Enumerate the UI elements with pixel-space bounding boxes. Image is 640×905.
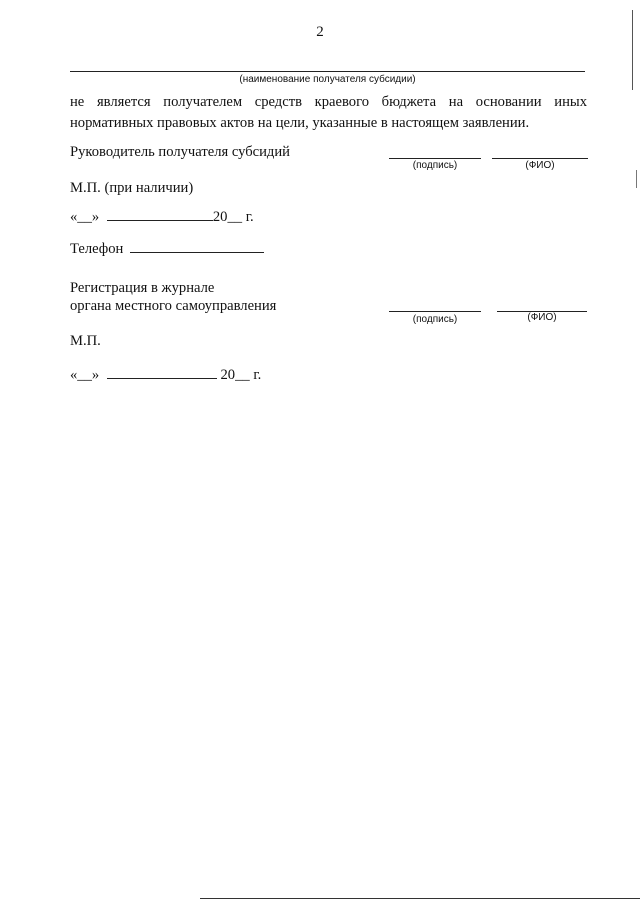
scan-edge-line xyxy=(632,10,633,90)
registration-name-caption: (ФИО) xyxy=(527,312,557,323)
date-1-year-suffix: г. xyxy=(245,209,254,225)
page-number: 2 xyxy=(316,24,324,40)
registration-signature-line[interactable] xyxy=(389,311,481,312)
head-name-line[interactable] xyxy=(492,158,588,159)
date-1-day[interactable]: «__» xyxy=(70,209,100,225)
date-field-1 xyxy=(70,208,254,226)
phone-label: Телефон xyxy=(70,241,124,257)
head-signature-line[interactable] xyxy=(389,158,481,159)
date-field-2 xyxy=(70,366,261,384)
date-1-month-line[interactable] xyxy=(107,208,213,221)
bottom-scan-line xyxy=(200,898,640,899)
head-signature-caption: (подпись) xyxy=(412,160,458,171)
date-2-year[interactable]: 20__ xyxy=(220,367,250,383)
registration-signature-caption: (подпись) xyxy=(412,314,458,325)
scan-edge-mark xyxy=(636,170,637,188)
date-2-day[interactable]: «__» xyxy=(70,367,100,383)
date-2-month-line[interactable] xyxy=(107,366,217,379)
statement-line-2: нормативных правовых актов на цели, указанные в настоящем заявлении. xyxy=(70,115,530,131)
registration-label-line-1: Регистрация в журнале xyxy=(70,280,215,296)
head-label: Руководитель получателя субсидий xyxy=(70,144,290,160)
statement-line-1: не является получателем средств краевого бюджета на основании иных xyxy=(70,94,587,110)
phone-field xyxy=(70,240,264,258)
recipient-caption: (наименование получателя субсидии) xyxy=(239,74,416,85)
date-2-year-suffix: г. xyxy=(253,367,262,383)
date-1-year[interactable]: 20__ xyxy=(212,209,243,225)
statement-paragraph xyxy=(70,92,587,134)
stamp-label-2: М.П. xyxy=(70,333,101,349)
head-name-caption: (ФИО) xyxy=(525,160,555,171)
phone-input-line[interactable] xyxy=(130,240,264,253)
registration-label-line-2: органа местного самоуправления xyxy=(70,298,277,314)
stamp-label: М.П. (при наличии) xyxy=(70,180,194,196)
recipient-name-line xyxy=(70,71,585,72)
